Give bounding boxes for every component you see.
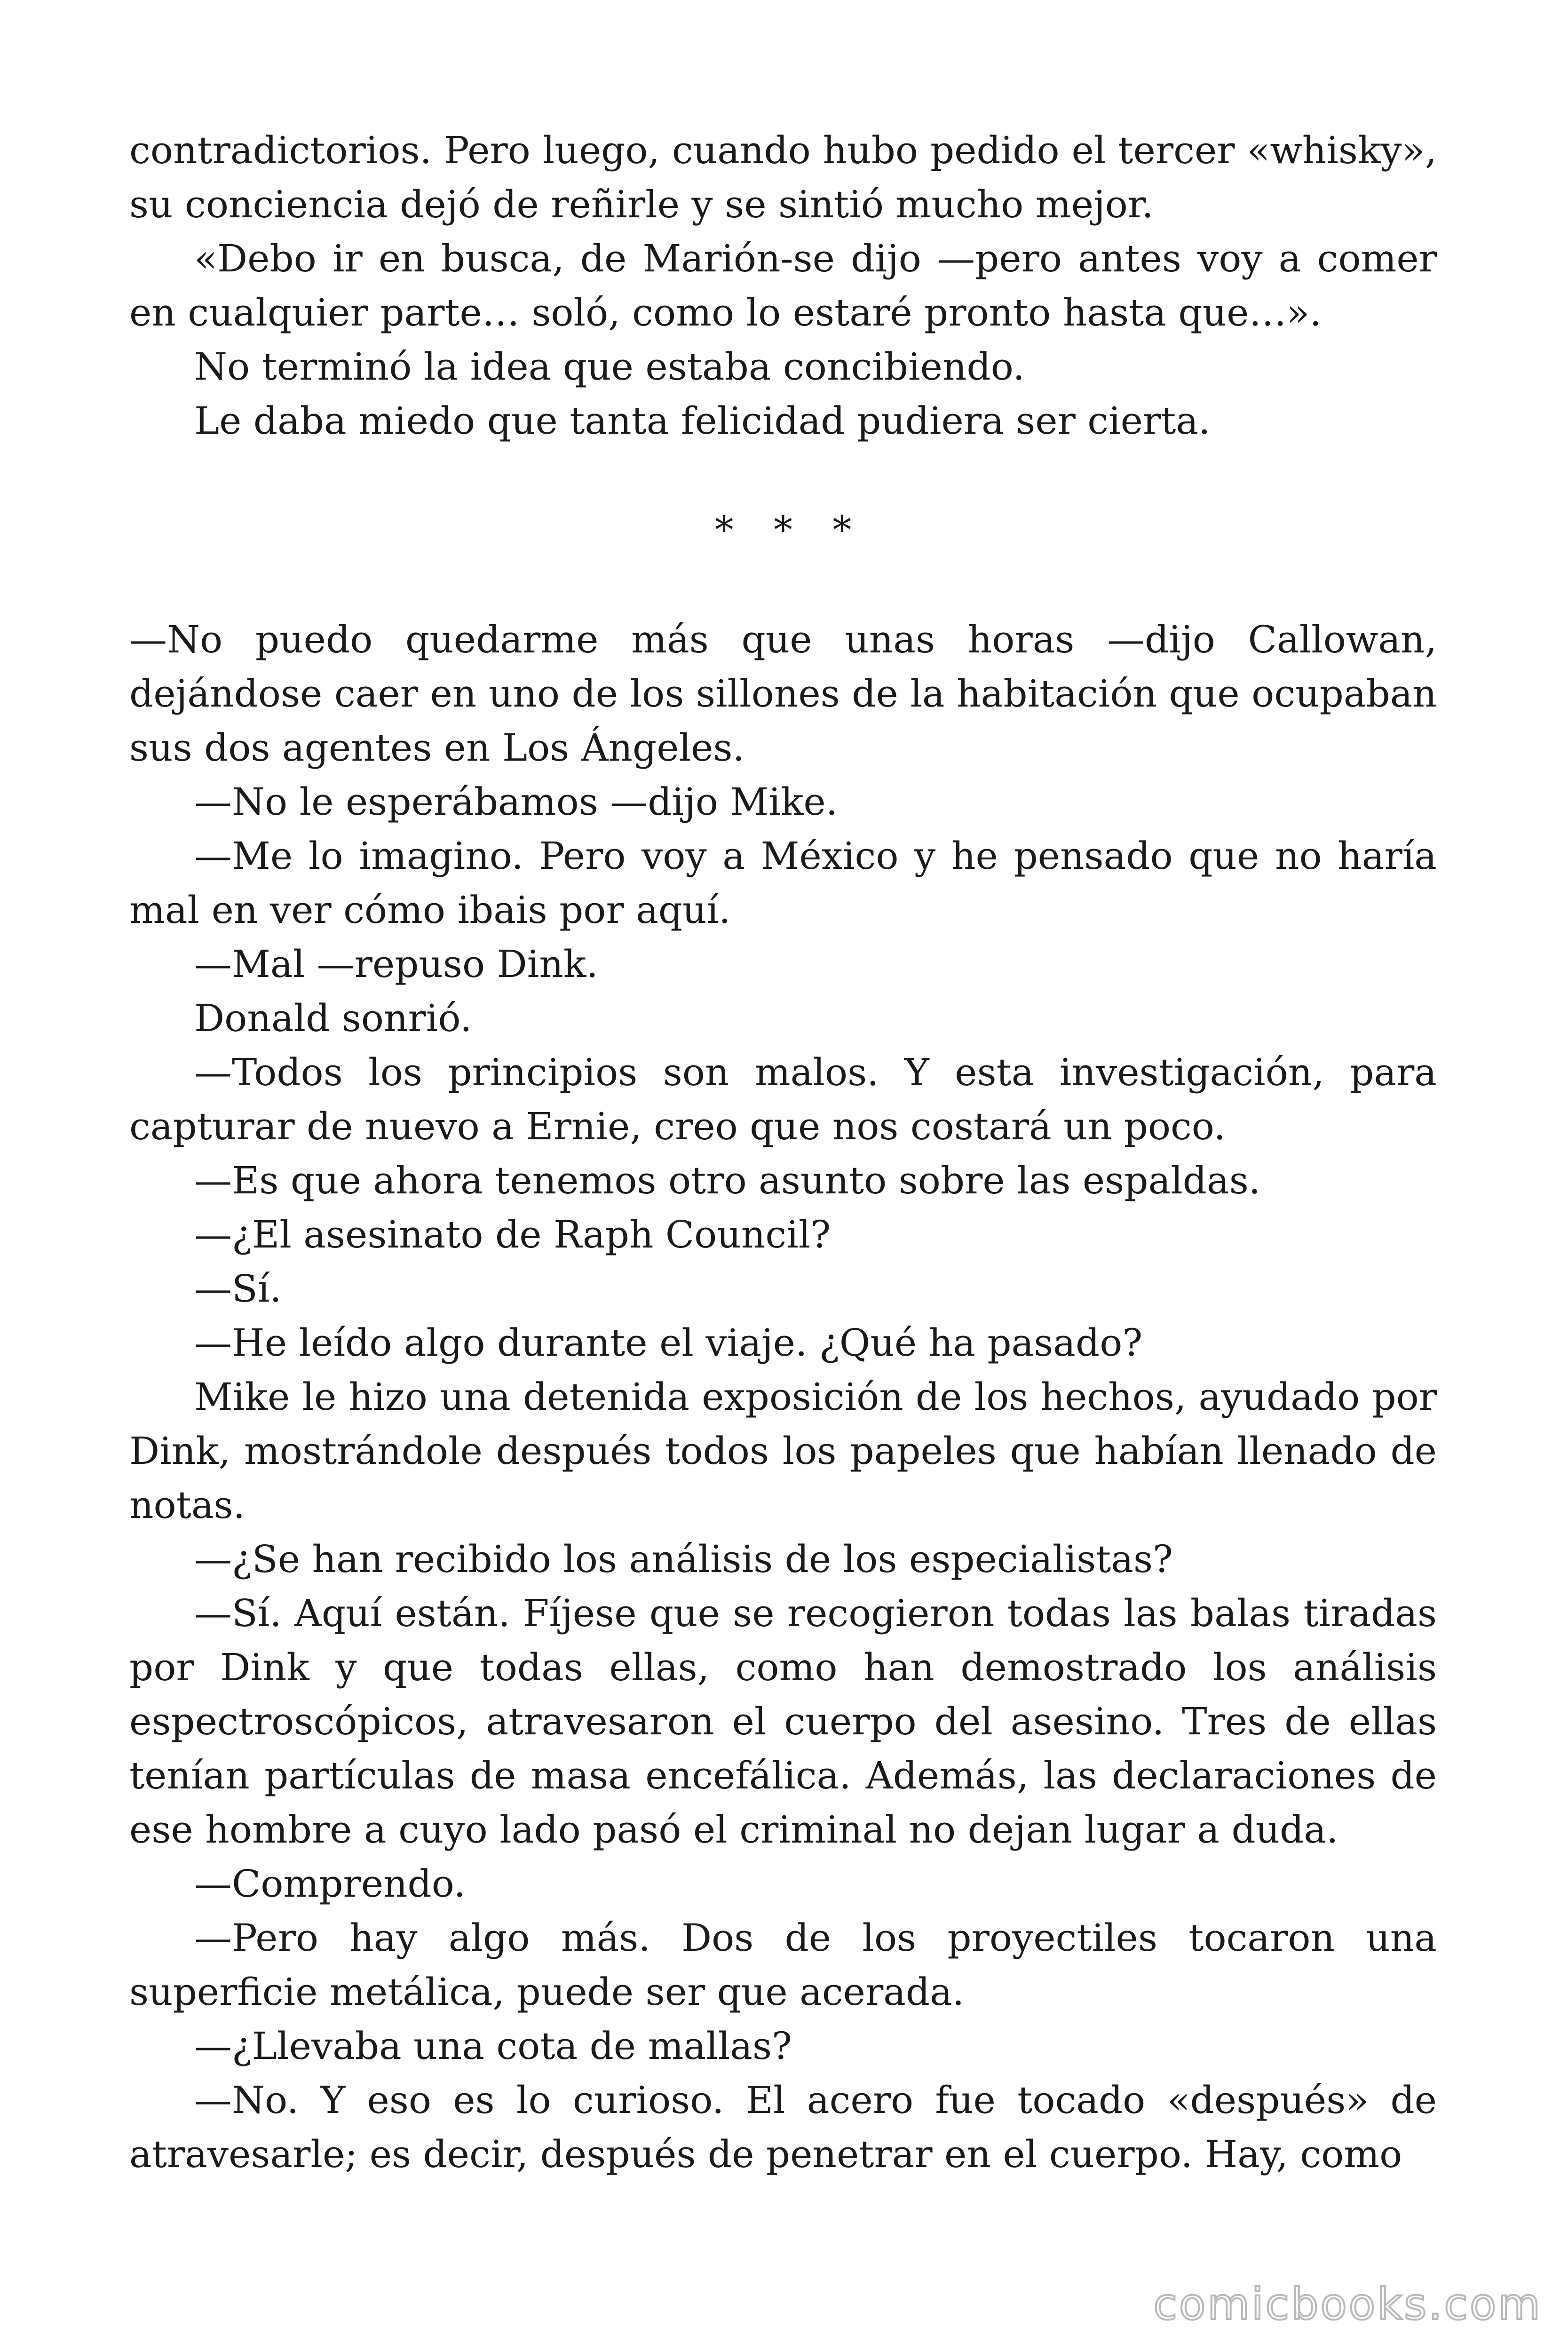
text-section-top (129, 123, 1437, 448)
paragraph: —Sí. Aquí están. Fíjese que se recogieron todas las balas tiradas por Dink y que todas ellas, como han demostrado los análisis espectroscópicos, atravesaron el cuerpo del asesino. Tres de ellas tenían partículas de masa encefálica. Además, las declaraciones de ese hombre a cuyo lado pasó el criminal no dejan lugar a duda. (129, 1591, 1437, 1851)
paragraph: Mike le hizo una detenida exposición de los hechos, ayudado por Dink, mostrándole después todos los papeles que habían llenado de notas. (129, 1375, 1437, 1527)
paragraph: —No. Y eso es lo curioso. El acero fue tocado «después» de atravesarle; es decir, después de penetrar en el cuerpo. Hay, como (129, 2078, 1437, 2176)
page-text (129, 123, 1437, 2181)
paragraph: —No puedo quedarme más que unas horas —dijo Callowan, dejándose caer en uno de los sillones de la habitación que ocupaban sus dos agentes en Los Ángeles. (129, 618, 1437, 770)
paragraph: —Comprendo. (194, 1862, 466, 1906)
paragraph: Donald sonrió. (194, 996, 472, 1040)
paragraph: —Sí. (194, 1267, 282, 1311)
paragraph: —¿Se han recibido los análisis de los especialistas? (194, 1537, 1173, 1581)
paragraph: Le daba miedo que tanta felicidad pudiera ser cierta. (194, 399, 1211, 443)
paragraph: —Me lo imagino. Pero voy a México y he pensado que no haría mal en ver cómo ibais por aquí. (129, 834, 1437, 932)
paragraph: «Debo ir en busca, de Marión-se dijo —pero antes voy a comer en cualquier parte… soló, como lo estaré pronto hasta que…». (129, 237, 1437, 334)
paragraph: —¿El asesinato de Raph Council? (194, 1213, 831, 1256)
paragraph: —¿Llevaba una cota de mallas? (194, 2024, 792, 2068)
paragraph: —He leído algo durante el viaje. ¿Qué ha pasado? (194, 1321, 1143, 1365)
paragraph: —Pero hay algo más. Dos de los proyectiles tocaron una superficie metálica, puede ser que acerada. (129, 1916, 1437, 2014)
paragraph: —Es que ahora tenemos otro asunto sobre las espaldas. (194, 1159, 1261, 1202)
paragraph: No terminó la idea que estaba concibiendo. (194, 345, 1025, 389)
paragraph: —Todos los principios son malos. Y esta investigación, para capturar de nuevo a Ernie, creo que nos costará un poco. (129, 1050, 1437, 1148)
section-break: * * * (714, 508, 866, 552)
watermark-logo: comicbooks.com (1153, 2279, 1542, 2329)
text-section-bottom (129, 612, 1437, 2181)
paragraph: contradictorios. Pero luego, cuando hubo pedido el tercer «whisky», su conciencia dejó de reñirle y se sintió mucho mejor. (129, 128, 1437, 226)
paragraph: —No le esperábamos —dijo Mike. (194, 780, 838, 824)
paragraph: —Mal —repuso Dink. (194, 942, 598, 986)
